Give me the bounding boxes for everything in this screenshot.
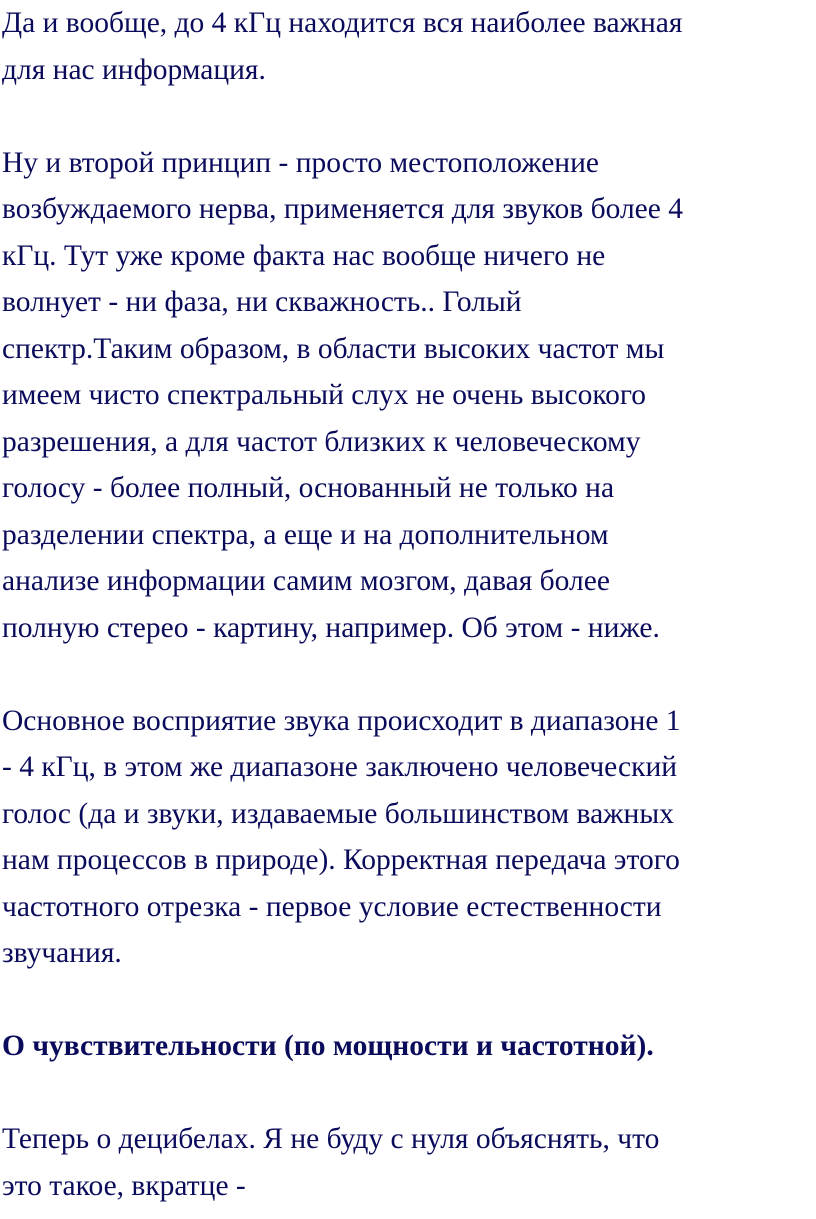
text-line: звучания.	[2, 937, 122, 969]
paragraph-3	[2, 698, 814, 977]
text-line: спектр.Таким образом, в области высоких частот мы	[2, 332, 665, 365]
text-line: Да и вообще, до 4 кГц находится вся наиболее важная	[2, 7, 683, 39]
paragraph-spacer	[2, 93, 814, 140]
paragraph-4	[2, 1116, 814, 1209]
text-line: голосу - более полный, основанный не только на	[2, 472, 615, 504]
heading-line: О чувствительности (по мощности и частотной).	[2, 1030, 654, 1062]
paragraph-1	[2, 0, 814, 93]
document-body	[2, 0, 814, 1209]
text-line: разрешения, а для частот близких к человеческому	[2, 425, 641, 458]
paragraph-spacer	[2, 651, 814, 698]
text-line: полную стерео - картину, например. Об этом - ниже.	[2, 611, 660, 644]
text-line: Теперь о децибелах. Я не буду с нуля объяснять, что	[2, 1123, 660, 1155]
paragraph-spacer	[2, 1070, 814, 1117]
text-line: разделении спектра, а еще и на дополнительном	[2, 518, 609, 551]
paragraph-spacer	[2, 977, 814, 1024]
text-line: возбуждаемого нерва, применяется для звуков более 4	[2, 193, 683, 225]
text-line: частотного отрезка - первое условие естественности	[2, 890, 662, 923]
text-line: - 4 кГц, в этом же диапазоне заключено человеческий	[2, 751, 678, 783]
text-line: голос (да и звуки, издаваемые большинством важных	[2, 797, 674, 830]
paragraph-2	[2, 140, 814, 652]
text-line: для нас информация.	[2, 53, 266, 86]
text-line: анализе информации самим мозгом, давая более	[2, 565, 610, 597]
text-line: Ну и второй принцип - просто местоположение	[2, 146, 599, 179]
section-heading	[2, 1023, 814, 1070]
text-line: Основное восприятие звука происходит в диапазоне 1	[2, 704, 681, 737]
text-line: нам процессов в природе). Корректная передача этого	[2, 844, 680, 876]
text-line: это такое, вкратце -	[2, 1169, 246, 1202]
text-line: волнует - ни фаза, ни скважность.. Голый	[2, 286, 522, 318]
text-line: кГц. Тут уже кроме факта нас вообще ничего не	[2, 239, 606, 272]
text-line: имеем чисто спектральный слух не очень высокого	[2, 379, 647, 411]
